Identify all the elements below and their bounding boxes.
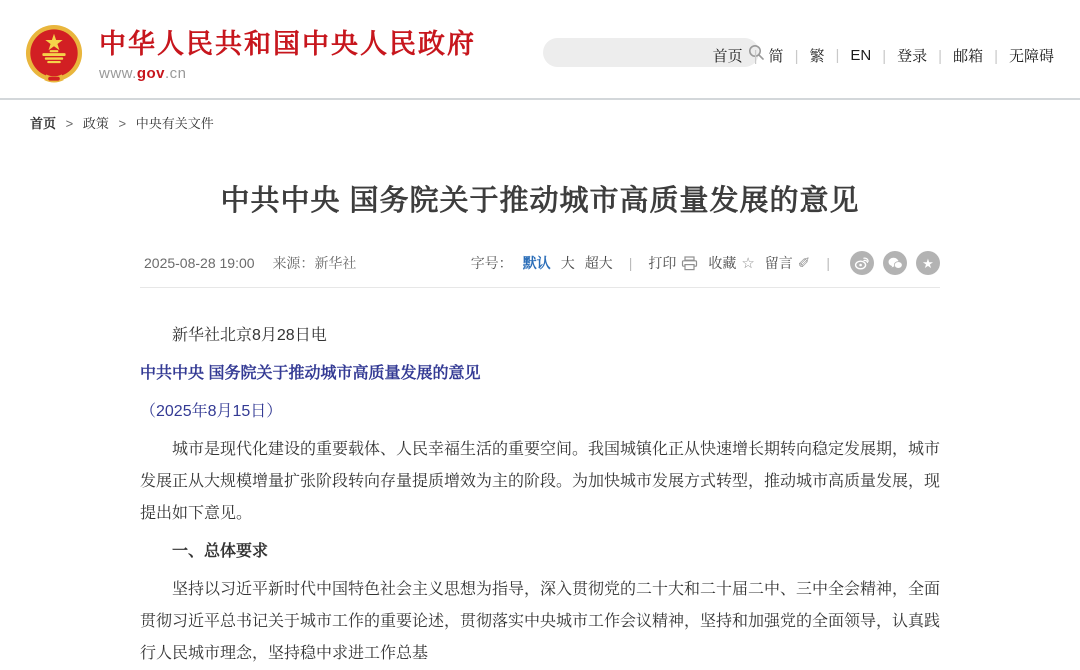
font-size-xlarge-button[interactable]: 超大 <box>584 255 613 271</box>
breadcrumb-separator: > <box>118 116 127 131</box>
site-title: 中华人民共和国中央人民政府 <box>99 29 476 59</box>
share-wechat-button[interactable] <box>883 251 907 275</box>
article-meta-left <box>140 253 356 273</box>
star-icon: ☆ <box>741 255 755 272</box>
font-size-large-button[interactable]: 大 <box>560 255 575 271</box>
nav-login[interactable]: | 登录 <box>871 45 927 66</box>
share-weibo-button[interactable] <box>850 251 874 275</box>
paragraph: 坚持以习近平新时代中国特色社会主义思想为指导，深入贯彻党的二十大和二十届二中、三中全会精神，全面贯彻习近平总书记关于城市工作的重要论述，贯彻落实中央城市工作会议精神，坚持和加强党的全面领导，认真践行人民城市理念，坚持稳中求进工作总基 <box>140 581 941 662</box>
font-size-default-button[interactable]: 默认 <box>522 255 551 271</box>
breadcrumb-separator: > <box>65 116 74 131</box>
article-meta-row <box>140 251 940 288</box>
nav-mailbox[interactable]: | 邮箱 <box>927 45 983 66</box>
breadcrumb-home[interactable]: 首页 <box>30 116 57 131</box>
source-label: 来源： <box>272 255 315 271</box>
document-title: 中共中央 国务院关于推动城市高质量发展的意见 <box>140 365 481 382</box>
wechat-icon <box>888 257 903 270</box>
printer-icon <box>681 256 698 271</box>
document-date: （2025年8月15日） <box>140 403 283 420</box>
share-qzone-button[interactable] <box>916 251 940 275</box>
nav-english[interactable]: | EN <box>824 47 871 64</box>
site-url: www.gov.cn <box>99 64 187 82</box>
breadcrumb <box>0 100 1080 132</box>
section-heading: 一、总体要求 <box>172 543 269 560</box>
nav-simplified[interactable]: | 简 <box>743 45 784 66</box>
share-icons <box>850 251 940 275</box>
article-body <box>140 288 940 670</box>
nav-traditional[interactable]: | 繁 <box>784 45 825 66</box>
favorite-button[interactable]: 收藏 ☆ <box>708 255 755 272</box>
weibo-icon <box>855 257 869 270</box>
divider: | <box>826 255 830 271</box>
breadcrumb-current: 中央有关文件 <box>135 116 214 131</box>
font-size-label: 字号： <box>470 255 513 271</box>
article-meta-tools <box>471 251 940 275</box>
dateline: 新华社北京8月28日电 <box>172 327 327 344</box>
print-button[interactable]: 打印 <box>648 253 698 273</box>
breadcrumb-policy[interactable]: 政策 <box>82 116 109 131</box>
divider: | <box>628 255 633 271</box>
nav-home[interactable]: 首页 <box>712 48 743 65</box>
nav-accessibility[interactable]: | 无障碍 <box>983 45 1054 66</box>
pencil-icon: ✐ <box>797 255 811 272</box>
national-emblem-icon <box>25 24 83 86</box>
page-title: 中共中央 国务院关于推动城市高质量发展的意见 <box>220 185 860 217</box>
site-header <box>0 0 1080 100</box>
article <box>140 178 940 670</box>
source-name[interactable]: 新华社 <box>314 255 357 271</box>
comment-button[interactable]: 留言 ✐ <box>764 255 811 272</box>
qzone-star-icon: ★ <box>922 255 934 271</box>
top-nav <box>713 45 1054 66</box>
publish-datetime: 2025-08-28 19:00 <box>144 255 255 271</box>
site-brand[interactable] <box>25 24 476 86</box>
paragraph: 城市是现代化建设的重要载体、人民幸福生活的重要空间。我国城镇化正从快速增长期转向稳定发展期，城市发展正从大规模增量扩张阶段转向存量提质增效为主的阶段。为加快城市发展方式转型，推动城市高质量发展，现提出如下意见。 <box>140 441 941 522</box>
